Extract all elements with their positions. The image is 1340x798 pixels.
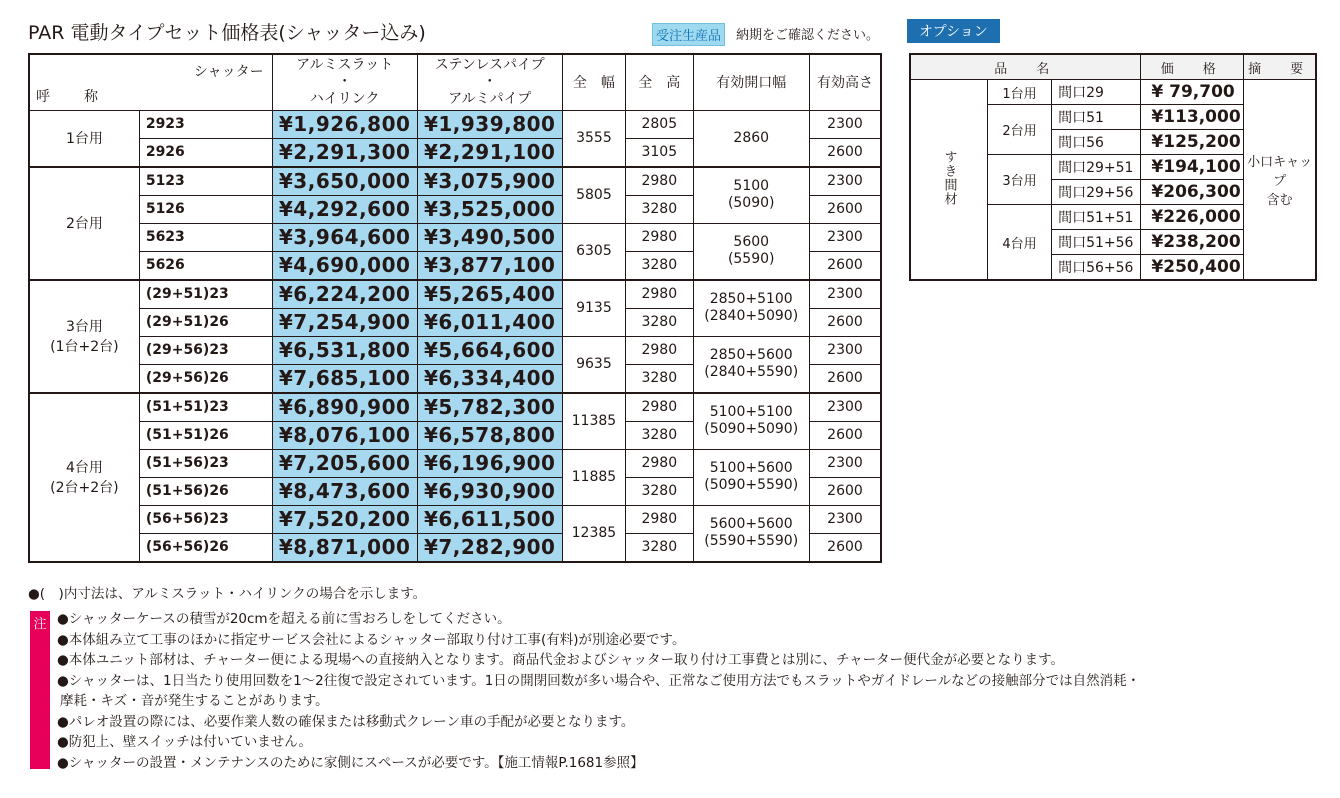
open-width: 5100+5100 (5090+5090) bbox=[693, 393, 809, 450]
option-name: 間口51+56 bbox=[1052, 230, 1141, 255]
total-width: 9635 bbox=[562, 336, 625, 393]
price-alu: ¥3,964,600 bbox=[272, 223, 417, 251]
made-to-order-badge: 受注生産品 bbox=[652, 23, 725, 46]
price-sus: ¥6,196,900 bbox=[417, 449, 562, 477]
option-note: 小口キャップ 含む bbox=[1244, 80, 1316, 281]
price-alu: ¥7,254,900 bbox=[272, 308, 417, 336]
option-badge: オプション bbox=[907, 19, 1000, 43]
caution-item: ●シャッターケースの積雪が20cmを超える前に雪おろしをしてください。 bbox=[57, 611, 511, 627]
open-width: 2850+5100 (2840+5090) bbox=[693, 280, 809, 337]
price-sus: ¥3,525,000 bbox=[417, 195, 562, 223]
option-price: ¥194,100 bbox=[1141, 155, 1244, 180]
price-sus: ¥3,075,900 bbox=[417, 167, 562, 196]
option-name: 間口51 bbox=[1052, 105, 1141, 130]
price-alu: ¥4,292,600 bbox=[272, 195, 417, 223]
option-vertical-label: すき間材 bbox=[910, 80, 988, 281]
caution-list bbox=[57, 609, 1140, 773]
open-width: 2860 bbox=[693, 110, 809, 167]
option-price: ¥125,200 bbox=[1141, 130, 1244, 155]
option-name: 間口29 bbox=[1052, 80, 1141, 105]
header-name: 呼 称 bbox=[36, 88, 108, 105]
option-name: 間口56 bbox=[1052, 130, 1141, 155]
option-price: ¥206,300 bbox=[1141, 180, 1244, 205]
model-code: 2926 bbox=[139, 138, 272, 167]
option-price: ¥238,200 bbox=[1141, 230, 1244, 255]
price-sus: ¥3,877,100 bbox=[417, 251, 562, 280]
model-code: (51+51)23 bbox=[139, 393, 272, 422]
model-code: (29+51)26 bbox=[139, 308, 272, 336]
header-width: 全 幅 bbox=[562, 54, 625, 110]
price-table bbox=[28, 53, 882, 563]
price-alu: ¥8,871,000 bbox=[272, 533, 417, 562]
price-sus: ¥6,611,500 bbox=[417, 505, 562, 533]
total-height: 2980 bbox=[626, 336, 693, 364]
price-alu: ¥6,531,800 bbox=[272, 336, 417, 364]
table-row bbox=[29, 505, 881, 533]
price-alu: ¥7,685,100 bbox=[272, 364, 417, 393]
page-title: PAR 電動タイプセット価格表(シャッター込み) bbox=[28, 22, 426, 44]
open-height: 2600 bbox=[809, 533, 881, 562]
header-shutter: シャッター bbox=[193, 64, 264, 80]
caution-item: 摩耗・キズ・音が発生することがあります。 bbox=[60, 693, 329, 709]
total-height: 3280 bbox=[626, 251, 693, 280]
open-height: 2300 bbox=[809, 223, 881, 251]
total-width: 11885 bbox=[562, 449, 625, 505]
model-code: 2923 bbox=[139, 110, 272, 138]
model-code: (29+51)23 bbox=[139, 280, 272, 309]
total-height: 3280 bbox=[626, 364, 693, 393]
model-code: (51+56)23 bbox=[139, 449, 272, 477]
group-label: 4台用 (2台+2台) bbox=[29, 393, 139, 562]
price-sus: ¥6,930,900 bbox=[417, 477, 562, 505]
model-code: 5123 bbox=[139, 167, 272, 196]
caution-item: ●シャッターは、1日当たり使用回数を1～2往復で設定されています。1日の開閉回数が多い場合や、正常なご使用方法でもスラットやガイドレールなどの接触部分では自然消耗・ bbox=[57, 672, 1141, 689]
header-open-width: 有効開口幅 bbox=[693, 54, 809, 110]
option-header-price: 価 格 bbox=[1141, 54, 1244, 80]
open-height: 2600 bbox=[809, 477, 881, 505]
open-height: 2600 bbox=[809, 195, 881, 223]
open-height: 2600 bbox=[809, 251, 881, 280]
caution-item: ●シャッターの設置・メンテナンスのために家側にスペースが必要です。【施工情報P.1681参照】 bbox=[57, 754, 644, 771]
open-height: 2300 bbox=[809, 505, 881, 533]
table-row bbox=[29, 110, 881, 138]
total-height: 3280 bbox=[626, 195, 693, 223]
open-width: 2850+5600 (2840+5590) bbox=[693, 336, 809, 393]
price-alu: ¥6,890,900 bbox=[272, 393, 417, 422]
option-row bbox=[910, 80, 1316, 105]
price-sus: ¥3,490,500 bbox=[417, 223, 562, 251]
option-group-label: 4台用 bbox=[988, 205, 1052, 281]
total-height: 2805 bbox=[626, 110, 693, 138]
model-code: (29+56)23 bbox=[139, 336, 272, 364]
price-alu: ¥6,224,200 bbox=[272, 280, 417, 309]
price-alu: ¥3,650,000 bbox=[272, 167, 417, 196]
price-sus: ¥5,664,600 bbox=[417, 336, 562, 364]
open-height: 2600 bbox=[809, 138, 881, 167]
total-height: 2980 bbox=[626, 167, 693, 196]
option-name: 間口29+51 bbox=[1052, 155, 1141, 180]
total-height: 3280 bbox=[626, 477, 693, 505]
header-open-height: 有効高さ bbox=[809, 54, 881, 110]
table-row bbox=[29, 393, 881, 422]
total-width: 11385 bbox=[562, 393, 625, 450]
table-row bbox=[29, 280, 881, 309]
option-header-note: 摘 要 bbox=[1244, 54, 1316, 80]
open-height: 2300 bbox=[809, 449, 881, 477]
total-height: 3280 bbox=[626, 421, 693, 449]
open-height: 2600 bbox=[809, 421, 881, 449]
total-width: 5805 bbox=[562, 167, 625, 224]
option-price: ¥226,000 bbox=[1141, 205, 1244, 230]
total-height: 3280 bbox=[626, 308, 693, 336]
model-code: (51+56)26 bbox=[139, 477, 272, 505]
model-code: (51+51)26 bbox=[139, 421, 272, 449]
price-sus: ¥6,334,400 bbox=[417, 364, 562, 393]
footnote: ●( )内寸法は、アルミスラット・ハイリンクの場合を示します。 bbox=[28, 586, 427, 602]
caution-label: 注 bbox=[30, 611, 50, 769]
total-width: 3555 bbox=[562, 110, 625, 167]
option-name: 間口56+56 bbox=[1052, 255, 1141, 281]
option-name: 間口29+56 bbox=[1052, 180, 1141, 205]
price-alu: ¥8,473,600 bbox=[272, 477, 417, 505]
option-name: 間口51+51 bbox=[1052, 205, 1141, 230]
open-height: 2300 bbox=[809, 167, 881, 196]
total-width: 6305 bbox=[562, 223, 625, 280]
option-price: ¥ 79,700 bbox=[1141, 80, 1244, 105]
delivery-note: 納期をご確認ください。 bbox=[736, 28, 880, 43]
group-label: 1台用 bbox=[29, 110, 139, 167]
table-row bbox=[29, 336, 881, 364]
open-width: 5100+5600 (5090+5590) bbox=[693, 449, 809, 505]
caution-item: ●本体ユニット部材は、チャーター便による現場への直接納入となります。商品代金およびシャッター取り付け工事費とは別に、チャーター便代金が必要となります。 bbox=[57, 652, 1064, 668]
total-width: 9135 bbox=[562, 280, 625, 337]
option-group-label: 2台用 bbox=[988, 105, 1052, 155]
group-label: 3台用 (1台+2台) bbox=[29, 280, 139, 393]
price-alu: ¥4,690,000 bbox=[272, 251, 417, 280]
header-sus: ステンレスパイプ ・ アルミパイプ bbox=[417, 54, 562, 110]
model-code: (56+56)26 bbox=[139, 533, 272, 562]
model-code: (56+56)23 bbox=[139, 505, 272, 533]
open-height: 2600 bbox=[809, 308, 881, 336]
total-width: 12385 bbox=[562, 505, 625, 562]
total-height: 2980 bbox=[626, 393, 693, 422]
caution-item: ●本体組み立て工事のほかに指定サービス会社によるシャッター部取り付け工事(有料)が別途必要です。 bbox=[57, 631, 686, 648]
open-height: 2300 bbox=[809, 393, 881, 422]
price-alu: ¥1,926,800 bbox=[272, 110, 417, 138]
total-height: 2980 bbox=[626, 505, 693, 533]
header-diagonal bbox=[29, 54, 272, 110]
price-sus: ¥7,282,900 bbox=[417, 533, 562, 562]
table-row bbox=[29, 223, 881, 251]
model-code: (29+56)26 bbox=[139, 364, 272, 393]
price-sus: ¥2,291,100 bbox=[417, 138, 562, 167]
price-sus: ¥5,265,400 bbox=[417, 280, 562, 309]
caution-item: ●防犯上、壁スイッチは付いていません。 bbox=[57, 734, 313, 750]
caution-item: ●パレオ設置の際には、必要作業人数の確保または移動式クレーン車の手配が必要となります。 bbox=[57, 713, 635, 730]
price-sus: ¥5,782,300 bbox=[417, 393, 562, 422]
total-height: 3105 bbox=[626, 138, 693, 167]
open-width: 5600 (5590) bbox=[693, 223, 809, 280]
open-width: 5100 (5090) bbox=[693, 167, 809, 224]
header-alu: アルミスラット ・ ハイリンク bbox=[272, 54, 417, 110]
option-price: ¥113,000 bbox=[1141, 105, 1244, 130]
option-price: ¥250,400 bbox=[1141, 255, 1244, 281]
price-sus: ¥6,011,400 bbox=[417, 308, 562, 336]
open-height: 2300 bbox=[809, 110, 881, 138]
price-alu: ¥8,076,100 bbox=[272, 421, 417, 449]
option-group-label: 3台用 bbox=[988, 155, 1052, 205]
group-label: 2台用 bbox=[29, 167, 139, 280]
model-code: 5126 bbox=[139, 195, 272, 223]
model-code: 5623 bbox=[139, 223, 272, 251]
table-row bbox=[29, 449, 881, 477]
price-sus: ¥6,578,800 bbox=[417, 421, 562, 449]
header-height: 全 高 bbox=[626, 54, 693, 110]
option-table bbox=[909, 53, 1317, 281]
price-alu: ¥7,520,200 bbox=[272, 505, 417, 533]
total-height: 3280 bbox=[626, 533, 693, 562]
option-header-name: 品 名 bbox=[910, 54, 1141, 80]
open-height: 2600 bbox=[809, 364, 881, 393]
table-row bbox=[29, 167, 881, 196]
price-sus: ¥1,939,800 bbox=[417, 110, 562, 138]
total-height: 2980 bbox=[626, 223, 693, 251]
open-height: 2300 bbox=[809, 280, 881, 309]
open-height: 2300 bbox=[809, 336, 881, 364]
total-height: 2980 bbox=[626, 449, 693, 477]
total-height: 2980 bbox=[626, 280, 693, 309]
open-width: 5600+5600 (5590+5590) bbox=[693, 505, 809, 562]
option-group-label: 1台用 bbox=[988, 80, 1052, 105]
model-code: 5626 bbox=[139, 251, 272, 280]
price-alu: ¥7,205,600 bbox=[272, 449, 417, 477]
price-alu: ¥2,291,300 bbox=[272, 138, 417, 167]
